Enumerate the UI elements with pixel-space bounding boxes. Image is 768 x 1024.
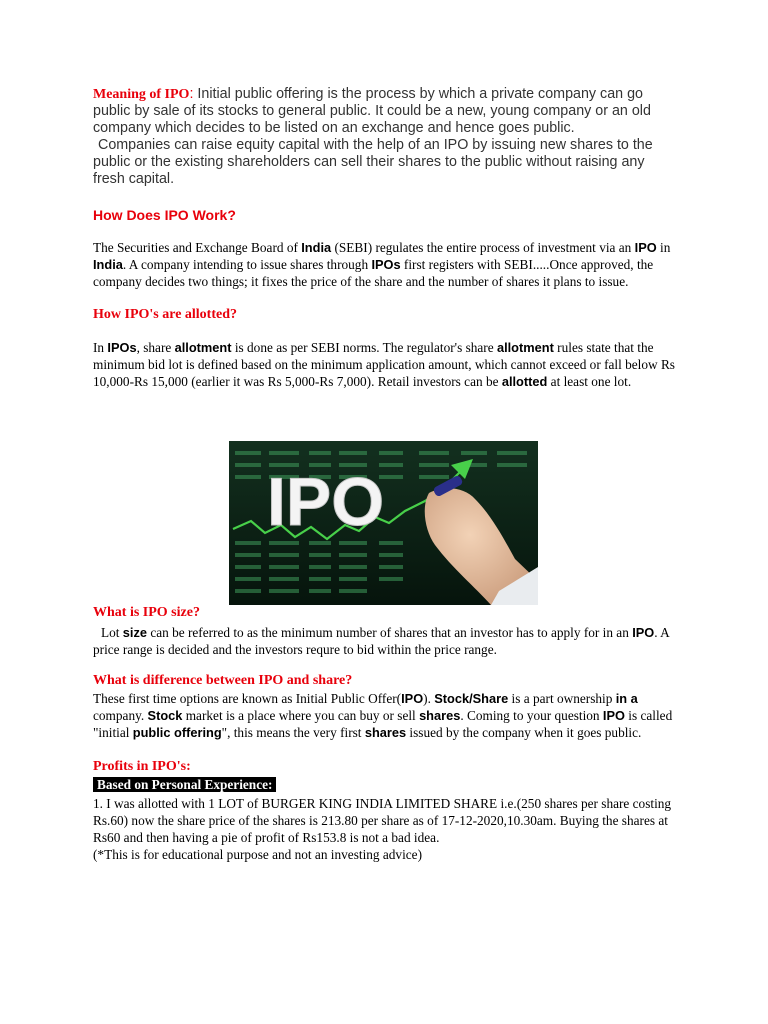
text-run: , share (136, 340, 175, 355)
text-run: Lot (101, 625, 123, 640)
text-run: These first time options are known as Initial Public Offer( (93, 691, 402, 706)
keyword: Stock/Share (434, 691, 509, 706)
keyword: IPOs (107, 340, 137, 355)
keyword: IPOs (371, 257, 401, 272)
text-run: rules state that the minimum bid lot is defined based on the minimum application amount, which cannot exceed or fall below Rs 10,000-Rs 15,000 (earlier it was Rs 5,000-Rs 7,000). Retail investors can be (93, 340, 675, 389)
experience-badge: Based on Personal Experience: (93, 777, 276, 792)
text-run: The Securities and Exchange Board of (93, 240, 302, 255)
keyword: shares (419, 708, 461, 723)
difference-paragraph (93, 690, 678, 741)
text-run: is called "initial (93, 708, 673, 740)
ipo-text: IPO (267, 464, 385, 540)
keyword: IPO (401, 691, 424, 706)
text-run: is done as per SEBI norms. The regulator's share (231, 340, 497, 355)
meaning-colon: : (189, 86, 198, 102)
meaning-text: Initial public offering is the process by which a private company can go public by sale of its stocks to general public. It could be a new, young company or an old company which decides to be listed on an exchange and hence goes public. (93, 86, 651, 136)
text-run: (SEBI) regulates the entire process of investment via an (331, 240, 635, 255)
document-body (93, 86, 678, 390)
text-run: is a part ownership (508, 691, 616, 706)
meaning-label: Meaning of IPO (93, 87, 190, 102)
keyword: IPO (602, 708, 625, 723)
keyword: size (122, 625, 147, 640)
how-work-paragraph (93, 239, 678, 290)
ipo-graphic (229, 441, 538, 605)
difference-heading: What is difference between IPO and share? (93, 673, 353, 688)
text-run: market is a place where you can buy or sell (182, 708, 420, 723)
text-run: . A company intending to issue shares through (122, 257, 372, 272)
text-run: . A price range is decided and the investors requre to bid within the price range. (93, 625, 670, 657)
ipo-size-heading: What is IPO size? (93, 605, 200, 620)
keyword: India (93, 257, 123, 272)
text-run: company. (93, 708, 148, 723)
document-body-lower (93, 605, 678, 863)
experience-item: 1. I was allotted with 1 LOT of BURGER KING INDIA LIMITED SHARE i.e.(250 shares per share costing Rs.60) now the share price of the shares is 213.80 per share as of 17-12-2020,10.30am. Buying the shares at Rs60 and then having a pie of profit of Rs153.8 is not a bad idea. (93, 796, 672, 845)
allotted-heading: How IPO's are allotted? (93, 307, 238, 322)
meaning-text-2: Companies can raise equity capital with the help of an IPO by issuing new shares to the public or the existing shareholders can sell their shares to the public without raising any fresh capital. (93, 137, 653, 187)
allotted-paragraph (93, 339, 678, 390)
keyword: allotted (501, 374, 548, 389)
keyword: public offering (132, 725, 222, 740)
text-run: at least one lot. (547, 374, 632, 389)
profits-heading: Profits in IPO's: (93, 759, 191, 774)
ipo-size-paragraph (93, 624, 678, 658)
meaning-paragraph (93, 86, 678, 188)
keyword: allotment (496, 340, 554, 355)
keyword: shares (364, 725, 407, 740)
text-run: in (656, 240, 671, 255)
text-run: In (93, 340, 108, 355)
text-run: ", this means the very first (221, 725, 365, 740)
text-run: issued by the company when it goes public. (406, 725, 642, 740)
keyword: IPO (634, 240, 657, 255)
keyword: India (301, 240, 332, 255)
text-run: first registers with SEBI.....Once approved, the company decides two things; it fixes the price of the share and the number of shares it plans to issue. (93, 257, 654, 289)
disclaimer: (*This is for educational purpose and not an investing advice) (93, 847, 423, 862)
keyword: allotment (174, 340, 232, 355)
how-work-heading: How Does IPO Work? (93, 207, 236, 223)
keyword: Stock (147, 708, 183, 723)
ipo-illustration (229, 441, 538, 605)
text-run: ). (423, 691, 435, 706)
keyword: IPO (632, 625, 655, 640)
text-run: . Coming to your question (460, 708, 603, 723)
text-run: can be referred to as the minimum number of shares that an investor has to apply for in an (147, 625, 633, 640)
keyword: in a (615, 691, 638, 706)
experience-row (93, 776, 678, 794)
